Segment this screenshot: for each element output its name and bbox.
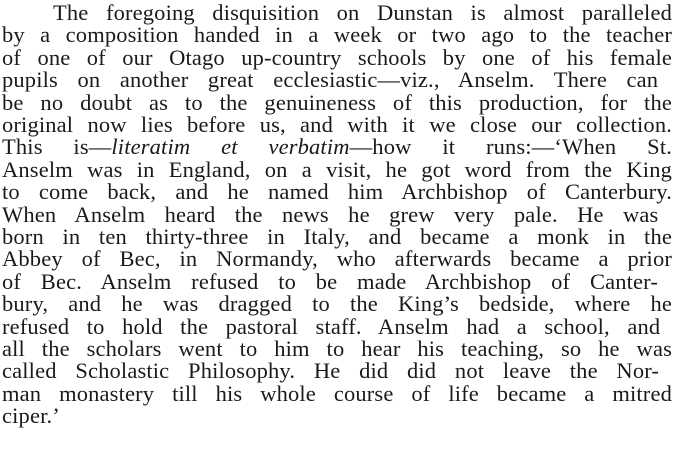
text-line [2,136,672,158]
text-segment: Anselm was in England, on a visit, he got word from the King [2,156,672,182]
text-segment: to come back, and he named him Archbishop of Canterbury. [2,179,672,205]
text-line [53,2,672,24]
text-line [2,405,60,427]
text-segment: born in ten thirty-three in Italy, and became a monk in the [2,224,672,249]
text-segment: —how it runs:—‘When St. [349,134,672,160]
text-line [2,156,672,182]
text-segment: by a composition handed in a week or two ago to the teacher [2,22,672,48]
text-line [2,201,659,227]
text-line [2,360,659,382]
text-segment: Abbey of Bec, in Normandy, who afterwards became a prior [2,246,672,272]
text-line [2,24,672,46]
text-line [2,181,672,203]
text-line [2,226,672,248]
text-segment: of one of our Otago up-country schools by one of his female [2,44,672,70]
text-segment: man monastery till his whole course of life became a mitred [2,380,672,406]
text-line [2,69,658,91]
text-segment: all the scholars went to him to hear his teaching, so he was [2,336,672,361]
text-line [2,114,672,136]
text-line [2,293,672,315]
text-segment: be no doubt as to the genuineness of this production, for the [2,89,672,115]
text-line [2,268,659,294]
text-line [2,248,672,270]
text-segment: This is— [2,134,112,160]
text-segment: ciper.’ [2,403,60,429]
text-segment: bury, and he was dragged to the King’s bedside, where he [2,291,672,317]
text-segment: refused to hold the pastoral staff. Anselm had a school, and [2,313,661,339]
text-segment: original now lies before us, and with it we close our collection. [2,112,672,137]
text-segment: pupils on another great ecclesiastic—viz., Anselm. There can [2,67,659,93]
text-line [2,89,672,115]
text-line [2,380,672,406]
text-segment: When Anselm heard the news he grew very pale. He was [2,201,659,227]
text-line [2,44,672,70]
text-segment: The foregoing disquisition on Dunstan is almost paralleled [53,0,672,25]
text-line [2,338,672,360]
text-segment: of Bec. Anselm refused to be made Archbishop of Canter- [2,268,659,294]
text-segment: called Scholastic Philosophy. He did did not leave the Nor- [2,358,660,384]
italic-text: literatim et verbatim [111,134,350,160]
text-line [2,313,661,339]
